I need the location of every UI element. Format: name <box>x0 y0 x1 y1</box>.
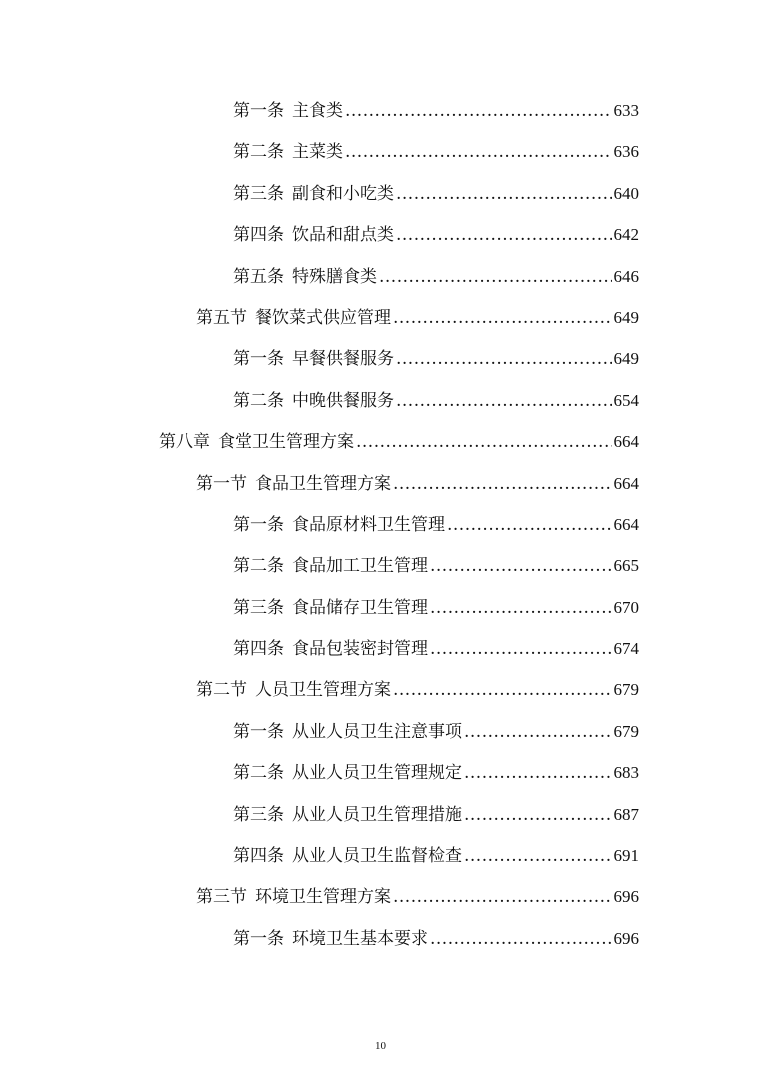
toc-entry[interactable] <box>0 338 761 379</box>
toc-entry-page: 664 <box>613 514 639 534</box>
dot-leader <box>430 919 612 960</box>
toc-entry[interactable] <box>0 214 761 255</box>
dot-leader <box>430 588 612 629</box>
toc-entry-title: 从业人员卫生注意事项 <box>292 721 462 742</box>
dot-leader <box>356 422 612 463</box>
dot-leader <box>447 505 612 546</box>
toc-entry-title: 食堂卫生管理方案 <box>218 432 354 453</box>
toc-entry-page: 670 <box>613 597 639 617</box>
toc-entry-title: 从业人员卫生管理措施 <box>292 804 462 825</box>
dot-leader <box>396 174 612 215</box>
dot-leader <box>393 298 612 339</box>
toc-entry-title: 人员卫生管理方案 <box>255 680 391 701</box>
toc-entry-page: 696 <box>613 887 639 907</box>
toc-entry-title: 从业人员卫生监督检查 <box>292 846 462 867</box>
toc-entry-number: 第四条 <box>233 639 284 660</box>
toc-entry-page: 636 <box>613 142 639 162</box>
toc-entry-page: 679 <box>613 721 639 741</box>
toc-entry[interactable] <box>0 835 761 876</box>
toc-entry-number: 第五条 <box>233 266 284 287</box>
toc-entry-title: 特殊膳食类 <box>292 266 377 287</box>
toc-entry-title: 食品储存卫生管理 <box>292 597 428 618</box>
toc-entry-page: 674 <box>613 639 639 659</box>
toc-entry-title: 从业人员卫生管理规定 <box>292 763 462 784</box>
dot-leader <box>464 795 612 836</box>
dot-leader <box>464 836 612 877</box>
toc-entry-number: 第一条 <box>233 721 284 742</box>
toc-entry-title: 主食类 <box>292 101 343 121</box>
toc-entry-page: 664 <box>613 432 639 452</box>
toc-entry-title: 早餐供餐服务 <box>292 349 394 370</box>
toc-entry-page: 646 <box>613 266 639 286</box>
toc-entry-page: 649 <box>613 349 639 369</box>
dot-leader <box>430 629 612 670</box>
toc-entry-title: 餐饮菜式供应管理 <box>255 307 391 328</box>
page-number: 10 <box>375 1040 386 1052</box>
toc-entry-page: 649 <box>613 307 639 327</box>
toc-entry-page: 696 <box>613 928 639 948</box>
dot-leader <box>396 339 612 380</box>
toc-entry[interactable] <box>0 876 761 917</box>
toc-entry[interactable] <box>0 545 761 586</box>
dot-leader <box>396 215 612 256</box>
toc-entry-page: 679 <box>613 680 639 700</box>
toc-entry-page: 642 <box>613 225 639 245</box>
toc-entry-number: 第一条 <box>233 928 284 949</box>
toc-entry-number: 第二条 <box>233 556 284 577</box>
toc-entry-page: 687 <box>613 804 639 824</box>
toc-entry-number: 第一节 <box>196 473 247 494</box>
dot-leader <box>345 91 612 132</box>
toc-entry-title: 食品包装密封管理 <box>292 639 428 660</box>
dot-leader <box>430 546 612 587</box>
dot-leader <box>393 877 612 918</box>
toc-entry-number: 第二条 <box>233 390 284 411</box>
toc-entry-title: 饮品和甜点类 <box>292 225 394 246</box>
toc-entry-page: 665 <box>613 556 639 576</box>
toc-entry-number: 第三节 <box>196 887 247 908</box>
toc-entry-title: 食品卫生管理方案 <box>255 473 391 494</box>
table-of-contents <box>0 90 761 959</box>
toc-entry-number: 第三条 <box>233 597 284 618</box>
toc-entry[interactable] <box>0 628 761 669</box>
dot-leader <box>393 670 612 711</box>
toc-entry[interactable] <box>0 131 761 172</box>
dot-leader <box>464 712 612 753</box>
toc-entry-page: 654 <box>613 390 639 410</box>
toc-entry-title: 环境卫生管理方案 <box>255 887 391 908</box>
toc-entry-title: 主菜类 <box>292 142 343 163</box>
toc-entry[interactable] <box>0 421 761 462</box>
toc-entry-page: 633 <box>613 101 639 120</box>
dot-leader <box>464 753 612 794</box>
dot-leader <box>393 464 612 505</box>
toc-entry[interactable] <box>0 918 761 959</box>
toc-entry-number: 第四条 <box>233 846 284 867</box>
toc-entry-title: 食品加工卫生管理 <box>292 556 428 577</box>
toc-entry[interactable] <box>0 711 761 752</box>
toc-entry-page: 640 <box>613 183 639 203</box>
toc-entry-number: 第四条 <box>233 225 284 246</box>
toc-entry[interactable] <box>0 669 761 710</box>
toc-entry[interactable] <box>0 173 761 214</box>
toc-entry-number: 第八章 <box>159 432 210 453</box>
toc-entry[interactable] <box>0 90 761 131</box>
toc-entry-number: 第一条 <box>233 349 284 370</box>
dot-leader <box>379 257 612 298</box>
toc-entry[interactable] <box>0 794 761 835</box>
toc-entry-number: 第二条 <box>233 763 284 784</box>
toc-entry[interactable] <box>0 256 761 297</box>
toc-entry-number: 第二节 <box>196 680 247 701</box>
toc-entry-number: 第三条 <box>233 183 284 204</box>
toc-entry-number: 第一条 <box>233 101 284 121</box>
dot-leader <box>345 132 612 173</box>
toc-entry[interactable] <box>0 504 761 545</box>
toc-entry[interactable] <box>0 752 761 793</box>
toc-entry-title: 副食和小吃类 <box>292 183 394 204</box>
toc-entry[interactable] <box>0 587 761 628</box>
toc-entry-page: 691 <box>613 846 639 866</box>
toc-entry[interactable] <box>0 297 761 338</box>
dot-leader <box>396 381 612 422</box>
toc-entry-number: 第三条 <box>233 804 284 825</box>
toc-entry[interactable] <box>0 463 761 504</box>
toc-entry-title: 中晚供餐服务 <box>292 390 394 411</box>
toc-entry-title: 环境卫生基本要求 <box>292 928 428 949</box>
toc-entry-page: 683 <box>613 763 639 783</box>
toc-entry-title: 食品原材料卫生管理 <box>292 514 445 535</box>
toc-entry-page: 664 <box>613 473 639 493</box>
toc-entry-number: 第五节 <box>196 307 247 328</box>
toc-entry-number: 第一条 <box>233 514 284 535</box>
toc-entry-number: 第二条 <box>233 142 284 163</box>
toc-entry[interactable] <box>0 380 761 421</box>
